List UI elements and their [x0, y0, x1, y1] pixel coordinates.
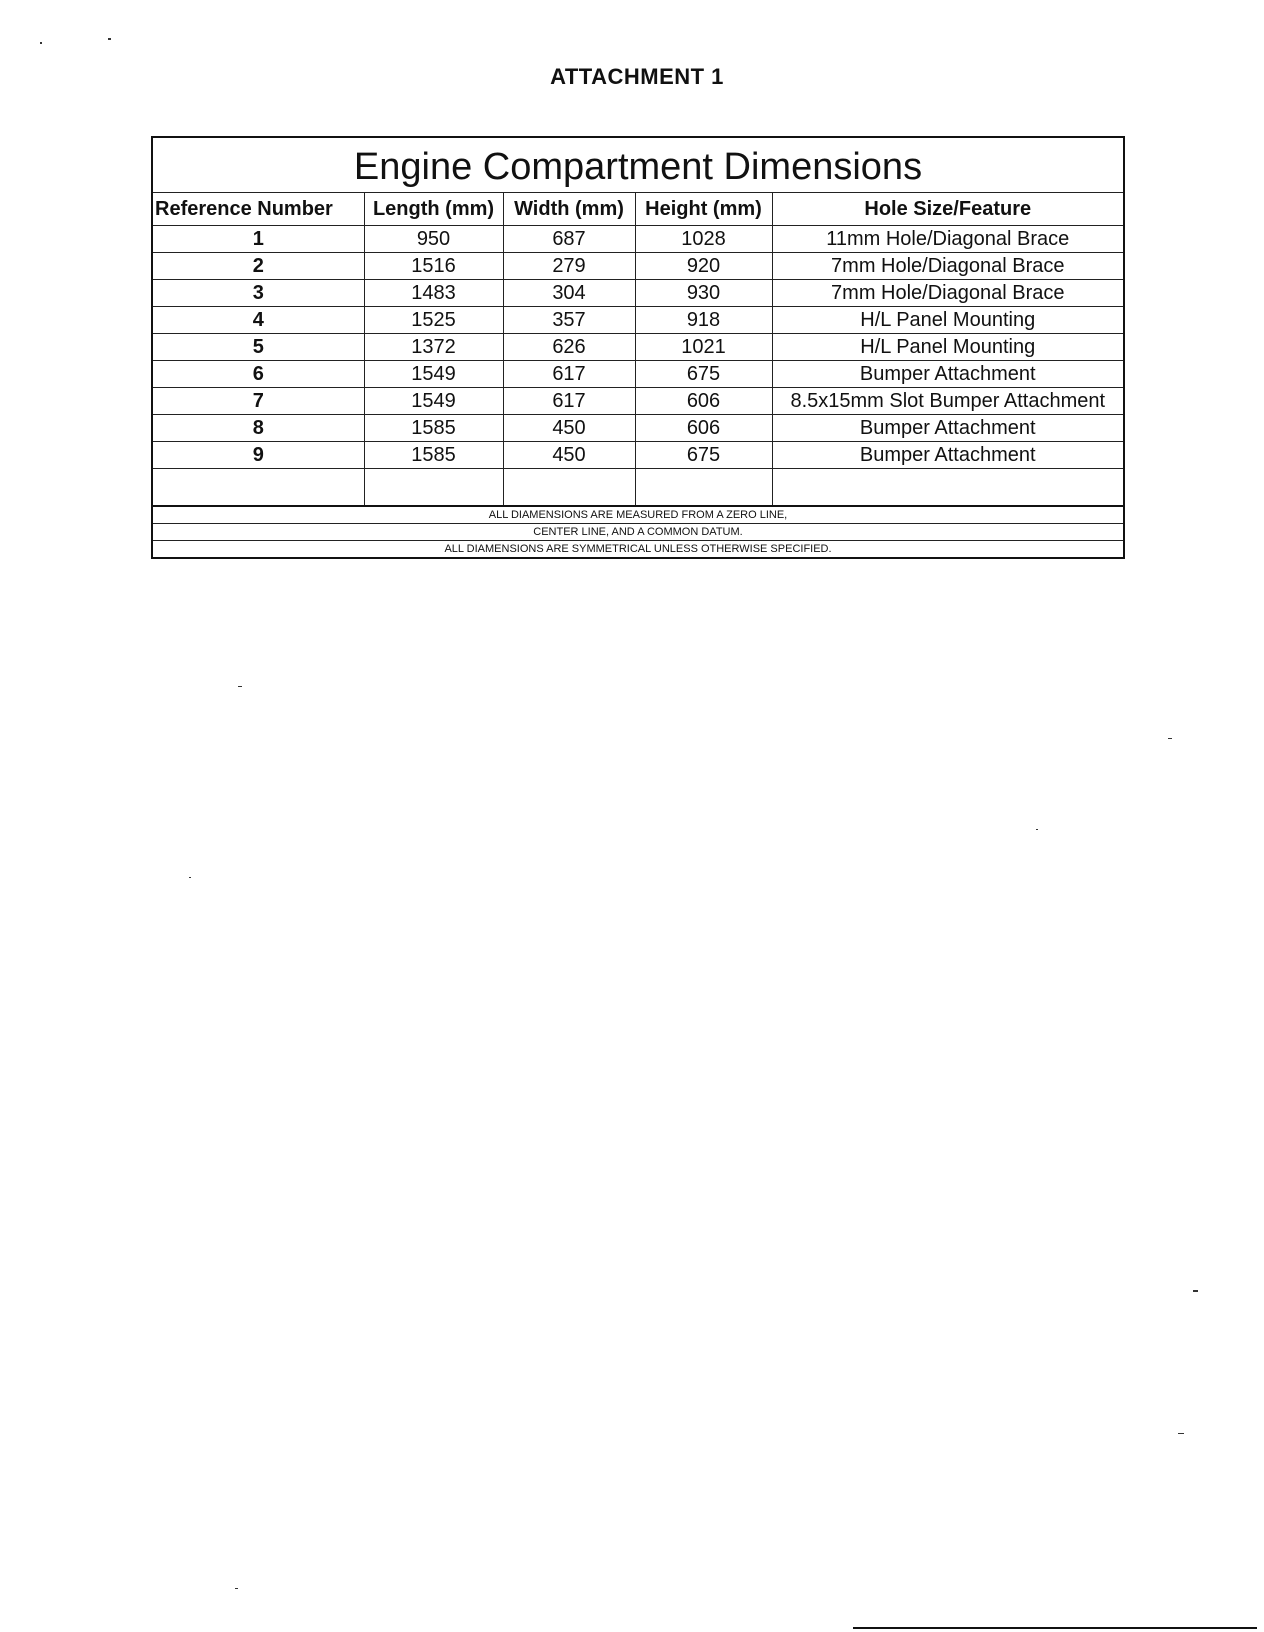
cell-hole-feature: 11mm Hole/Diagonal Brace — [772, 226, 1123, 253]
cell-width: 617 — [503, 388, 635, 415]
cell-length: 1585 — [364, 415, 503, 442]
blank-cell — [503, 469, 635, 507]
blank-row — [153, 469, 1123, 507]
dimensions-sheet — [151, 136, 1125, 559]
dimensions-table — [153, 193, 1123, 507]
footnote-line: ALL DIAMENSIONS ARE SYMMETRICAL UNLESS OTHERWISE SPECIFIED. — [444, 543, 832, 555]
scan-speck — [1036, 829, 1038, 830]
cell-height: 930 — [635, 280, 772, 307]
cell-reference: 7 — [153, 388, 364, 415]
footnotes — [153, 507, 1123, 557]
scan-speck — [108, 38, 111, 40]
cell-length: 1516 — [364, 253, 503, 280]
scan-speck — [1178, 1433, 1184, 1434]
cell-height: 606 — [635, 388, 772, 415]
table-row — [153, 388, 1123, 415]
cell-hole-feature: Bumper Attachment — [772, 442, 1123, 469]
table-row — [153, 361, 1123, 388]
cell-reference: 2 — [153, 253, 364, 280]
cell-hole-feature: H/L Panel Mounting — [772, 334, 1123, 361]
table-row — [153, 226, 1123, 253]
cell-hole-feature: 8.5x15mm Slot Bumper Attachment — [772, 388, 1123, 415]
cell-reference: 3 — [153, 280, 364, 307]
header-hole-size-feature: Hole Size/Feature — [772, 193, 1123, 226]
cell-reference: 4 — [153, 307, 364, 334]
cell-height: 1021 — [635, 334, 772, 361]
cell-length: 1483 — [364, 280, 503, 307]
cell-reference: 9 — [153, 442, 364, 469]
cell-hole-feature: 7mm Hole/Diagonal Brace — [772, 253, 1123, 280]
cell-length: 1549 — [364, 361, 503, 388]
cell-reference: 8 — [153, 415, 364, 442]
cell-length: 1525 — [364, 307, 503, 334]
table-row — [153, 253, 1123, 280]
cell-hole-feature: Bumper Attachment — [772, 415, 1123, 442]
cell-reference: 1 — [153, 226, 364, 253]
scan-speck — [1168, 738, 1172, 739]
cell-length: 1549 — [364, 388, 503, 415]
table-row — [153, 442, 1123, 469]
table-row — [153, 415, 1123, 442]
header-reference-number: Reference Number — [153, 193, 364, 226]
cell-width: 617 — [503, 361, 635, 388]
scan-speck — [189, 877, 191, 878]
cell-width: 357 — [503, 307, 635, 334]
cell-length: 950 — [364, 226, 503, 253]
cell-hole-feature: H/L Panel Mounting — [772, 307, 1123, 334]
cell-height: 918 — [635, 307, 772, 334]
scan-speck — [1193, 1290, 1198, 1292]
bottom-rule — [853, 1627, 1257, 1629]
cell-width: 304 — [503, 280, 635, 307]
cell-width: 279 — [503, 253, 635, 280]
footnote-line: ALL DIAMENSIONS ARE MEASURED FROM A ZERO LINE, — [153, 507, 1123, 524]
blank-cell — [364, 469, 503, 507]
scan-speck — [235, 1588, 238, 1589]
table-title: Engine Compartment Dimensions — [153, 138, 1123, 193]
blank-cell — [635, 469, 772, 507]
cell-hole-feature: Bumper Attachment — [772, 361, 1123, 388]
header-width: Width (mm) — [503, 193, 635, 226]
cell-height: 675 — [635, 442, 772, 469]
cell-height: 920 — [635, 253, 772, 280]
blank-cell — [153, 469, 364, 507]
scan-speck — [238, 686, 242, 687]
cell-height: 606 — [635, 415, 772, 442]
cell-width: 450 — [503, 415, 635, 442]
cell-hole-feature: 7mm Hole/Diagonal Brace — [772, 280, 1123, 307]
cell-reference: 5 — [153, 334, 364, 361]
table-row — [153, 334, 1123, 361]
table-row — [153, 307, 1123, 334]
header-row — [153, 193, 1123, 226]
footnote-line: CENTER LINE, AND A COMMON DATUM. — [153, 524, 1123, 541]
header-length: Length (mm) — [364, 193, 503, 226]
cell-length: 1372 — [364, 334, 503, 361]
page-heading: ATTACHMENT 1 — [550, 64, 724, 89]
header-height: Height (mm) — [635, 193, 772, 226]
cell-length: 1585 — [364, 442, 503, 469]
cell-height: 1028 — [635, 226, 772, 253]
cell-width: 687 — [503, 226, 635, 253]
scan-speck — [40, 42, 42, 44]
blank-cell — [772, 469, 1123, 507]
table-row — [153, 280, 1123, 307]
cell-width: 626 — [503, 334, 635, 361]
cell-reference: 6 — [153, 361, 364, 388]
cell-width: 450 — [503, 442, 635, 469]
cell-height: 675 — [635, 361, 772, 388]
